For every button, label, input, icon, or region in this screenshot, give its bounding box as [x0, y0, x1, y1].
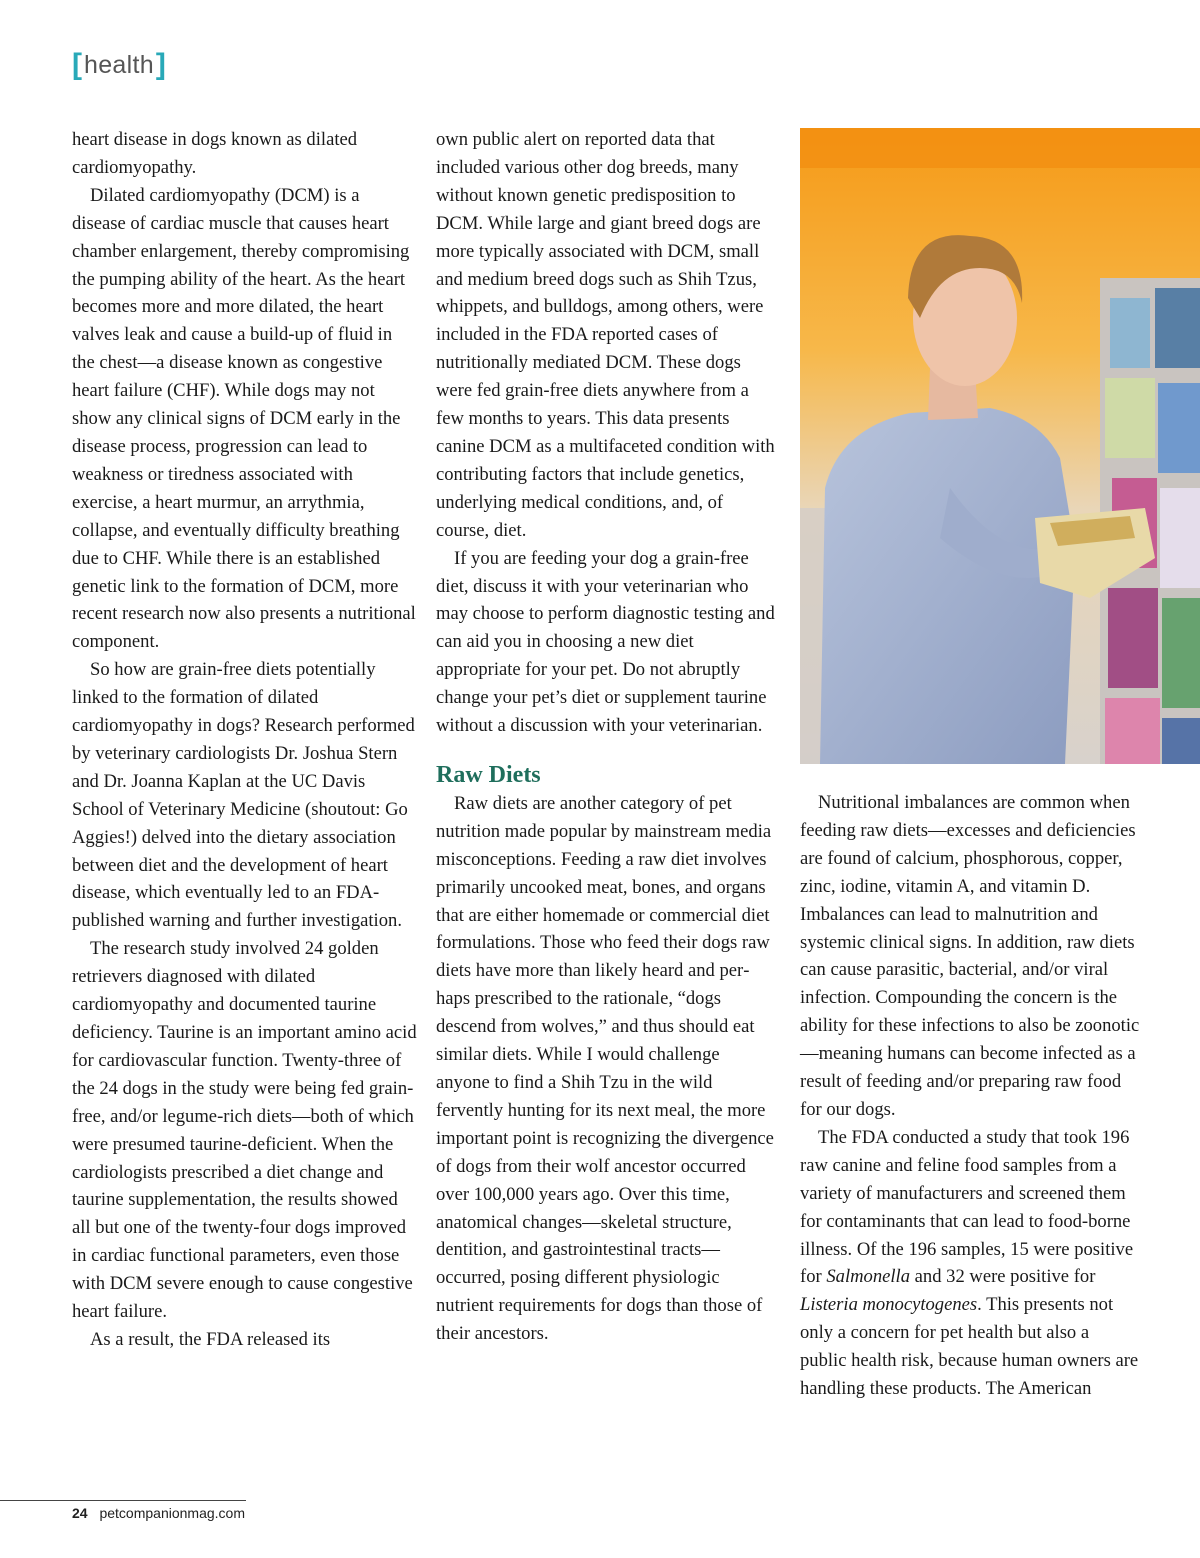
website-url: petcompanionmag.com	[99, 1505, 245, 1521]
page-number: 24	[72, 1505, 88, 1521]
paragraph: own public alert on reported data that included various other dog breeds, many without known genetic predisposition to DCM. While large and giant breed dogs are more typically associated with DCM, small and medium breed dogs such as Shih Tzus, whippets, and bulldogs, among others, were included in the FDA reported cases of nutritionally mediated DCM. These dogs were fed grain-free diets anywhere from a few months to years. This data presents canine DCM as a multifaceted condition with contributing factors that include genetics, underlying medical conditions, and, of course, diet.	[436, 129, 775, 541]
paragraph: heart disease in dogs known as dilated cardiomyopathy.	[72, 129, 358, 178]
paragraph-text: . This presents not only a concern for pet health but also a public health risk, because human owners are handling these products. The American	[800, 1294, 1139, 1400]
footer-divider	[0, 1500, 246, 1501]
section-tag	[72, 48, 166, 82]
paragraph: So how are grain-free diets potentially linked to the formation of dilated cardiomyopathy in dogs? Research performed by veterinary cardiologists Dr. Joshua Stern and Dr. Joanna Kaplan at the UC Davis School of Veterinary Medicine (shoutout: Go Aggies!) delved into the dietary association between diet and the development of heart disease, which eventually led to an FDA-published warning and further investigation.	[72, 659, 415, 932]
paragraph: Nutritional imbalances are common when feeding raw diets—excesses and deficiencies are found of calcium, phosphorous, copper, zinc, iodine, vitamin A, and vitamin D. Imbalances can lead to malnutrition and systemic clinical signs. In addition, raw diets can cause parasitic, bacterial, and/or viral infection. Compounding the concern is the ability for these infections to also be zoonotic—meaning humans can become infected as a result of feeding and/or preparing raw food for our dogs.	[800, 792, 1140, 1120]
page-footer	[72, 1505, 245, 1521]
paragraph: Raw diets are another category of pet nutrition made popular by mainstream media misconceptions. Feeding a raw diet involves primarily uncooked meat, bones, and organs that are either homemade or commercial diet formulations. Those who feed their dogs raw diets have more than likely heard and perhaps prescribed to the rationale, “dogs descend from wolves,” and thus should eat similar diets. While I would challenge anyone to find a Shih Tzu in the wild fervently hunting for its next meal, the more important point is recognizing the divergence of dogs from their wolf ancestor occurred over 100,000 years ago. Over this time, anatomical changes—skeletal structure, dentition, and gastrointestinal tracts—occurred, posing different physiologic nutrient requirements for dogs than those of their ancestors.	[436, 792, 774, 1345]
italic-term-listeria: Listeria monocytogenes	[800, 1294, 978, 1316]
open-bracket-icon: [	[72, 48, 82, 81]
close-bracket-icon: ]	[155, 48, 166, 81]
article-column-3	[800, 789, 1140, 1403]
paragraph-text: and 32 were positive for	[910, 1266, 1096, 1288]
photo-man-reading-pet-food-label	[800, 128, 1200, 764]
paragraph: Dilated cardiomyopathy (DCM) is a disease of cardiac muscle that causes heart chamber enlargement, thereby compromising the pumping ability of the heart. As the heart becomes more and more dilated, the heart valves leak and cause a build-up of fluid in the chest—a disease known as congestive heart failure (CHF). While dogs may not show any clinical signs of DCM early in the disease process, progression can lead to weakness or tiredness associated with exercise, a heart murmur, an arrythmia, collapse, and eventually difficulty breathing due to CHF. While there is an established genetic link to the formation of DCM, more recent research now also presents a nutritional component.	[72, 184, 416, 653]
paragraph	[800, 1124, 1140, 1403]
paragraph: As a result, the FDA released its	[90, 1328, 331, 1350]
subheading-raw-diets: Raw Diets	[436, 761, 541, 788]
paragraph: The research study involved 24 golden retrievers diagnosed with dilated cardiomyopathy and documented taurine deficiency. Taurine is an important amino acid for cardiovascular function. Twenty-three of the 24 dogs in the study were being fed grain-free, and/or legume-rich diets—both of which were presumed taurine-deficient. When the cardiologists prescribed a diet change and taurine supplementation, the results showed all but one of the twenty-four dogs improved in cardiac functional parameters, even those with DCM severe enough to cause congestive heart failure.	[72, 938, 417, 1323]
article-column-1	[72, 126, 417, 1354]
italic-term-salmonella: Salmonella	[826, 1266, 911, 1288]
section-label: health	[84, 50, 154, 79]
article-column-2	[436, 126, 776, 1348]
paragraph: If you are feeding your dog a grain-free diet, discuss it with your veterinarian who may choose to perform diagnostic testing and can aid you in choosing a new diet appropriate for your pet. Do not abruptly change your pet’s diet or supplement taurine without a discussion with your veterinarian.	[436, 547, 775, 737]
paragraph-text: The FDA conducted a study that took 196 raw canine and feline food samples from a variety of manufacturers and screened them for contaminants that can lead to food-borne illness. Of the 196 samples, 15 were positive for	[800, 1126, 1134, 1288]
